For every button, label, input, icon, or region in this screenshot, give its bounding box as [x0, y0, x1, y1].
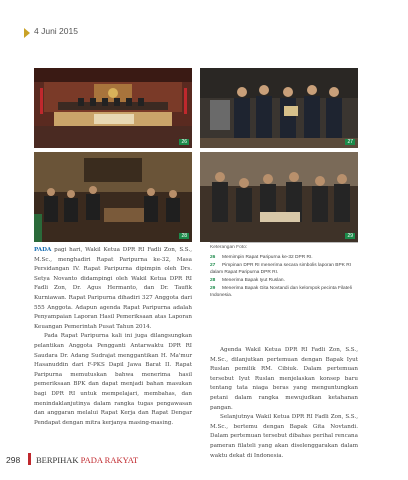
- date-marker-icon: [24, 28, 30, 38]
- caption-title: Keterangan Foto:: [210, 245, 248, 250]
- brand-part-2: PADA RAKYAT: [80, 455, 139, 465]
- caption-number: 29: [210, 286, 216, 291]
- meeting-image: [34, 152, 192, 242]
- caption-item: [210, 254, 360, 261]
- brand-part-1: BERPIHAK: [36, 455, 81, 465]
- caption-text: Menerima Bapak Iyut Ruslan.: [222, 278, 285, 283]
- caption-item: [210, 277, 360, 284]
- article-paragraph-1: [34, 246, 192, 332]
- article-column-right: [210, 346, 358, 461]
- footer-brand: [36, 455, 138, 465]
- caption-number: 27: [210, 263, 216, 268]
- article-column-left: [34, 246, 192, 428]
- plenary-image: [34, 68, 192, 148]
- article-paragraph-4: Selanjutnya Wakil Ketua DPR RI Fadli Zon, S.S., M.Sc., bertemu dengan Bapak Gita Novtandi. Dalam pertemuan tersebut dibahas perihal rencana pameran filateli yang akan diselenggarakan dalam waktu dekat di Indonesia.: [210, 414, 358, 459]
- article-paragraph-2: Pada Rapat Paripurna kali ini juga dilangsungkan pelantikan Anggota Pengganti Antarwaktu DPR RI Saudara Dr. Adang Sudrajat menggantikan H. Ma'mur Hasanuddin dari F-PKS Dapil Jawa Barat II. Rapat Paripurna memutuskan bahwa menerima hasil pemeriksaan BPK dan dapat menjadi bahan masukan bagi DPR RI untuk mempelajari, membahas, dan menindaklanjutinya dalam rangka tugas pengawasan dan anggaran melalui Rapat Kerja dan Rapat Dengar Pendapat dengan mitra kerjanya masing-masing.: [34, 333, 192, 426]
- photo-meeting-gita-novtandi: [200, 152, 358, 242]
- caption-text: Pimpinan DPR RI menerima secara simbolis laporan BPK RI dalam Rapat Paripurna DPR RI.: [210, 263, 352, 275]
- photo-badge: 28: [181, 233, 187, 239]
- caption-text: Menerima Bapak Gita Novtandi dan kelompok pecinta Filateli Indonesia.: [210, 286, 352, 298]
- caption-number: 26: [210, 255, 216, 260]
- article-paragraph-3: Agenda Wakil Ketua DPR RI Fadli Zon, S.S., M.Sc., dilanjutkan pertemuan dengan Bapak Iyut Ruslan pemilik RM. Cibiuk. Dalam pertemuan tersebut Iyut Ruslan menjelaskan konsep baru tentang tata niaga beras yang menguntungkan petani dalam rangka mewujudkan ketahanan pangan.: [210, 347, 358, 411]
- photo-report-handover: [200, 68, 358, 148]
- paragraph-1-text: pagi hari, Wakil Ketua DPR RI Fadli Zon, S.S., M.Sc., menghadiri Rapat Paripurna ke-32, Masa Persidangan IV. Rapat Paripurna dipimpin oleh Drs. Setya Novanto didampingi oleh Wakil Ketua DPR RI Fadli Zon, Dr. Agus Hermanto, dan Dr. Taufik Kurniawan. Rapat Paripurna dihadiri 327 Anggota dari 555 Anggota. Adapun agenda Rapat Paripurna adalah Penyampaian Laporan Hasil Pemeriksaan atas Laporan Keuangan Pemerintah Pusat Tahun 2014.: [34, 247, 192, 330]
- caption-number: 28: [210, 278, 216, 283]
- handover-image: [200, 68, 358, 148]
- photo-badge: 29: [347, 233, 353, 239]
- caption-item: [210, 262, 360, 276]
- footer-accent-bar: [28, 453, 31, 465]
- page-date: 4 Juni 2015: [34, 26, 78, 36]
- caption-divider: [210, 242, 358, 243]
- photo-plenary-session: [34, 68, 192, 148]
- lead-word: PADA: [34, 247, 52, 253]
- photo-badge: 26: [181, 139, 187, 145]
- photo-badge: 27: [347, 139, 353, 145]
- photo-meeting-iyut-ruslan: [34, 152, 192, 242]
- philately-image: [200, 152, 358, 242]
- page-number: 298: [6, 455, 21, 465]
- caption-text: Memimpin Rapat Paripurna ke-32 DPR RI.: [222, 255, 313, 260]
- caption-item: [210, 285, 360, 299]
